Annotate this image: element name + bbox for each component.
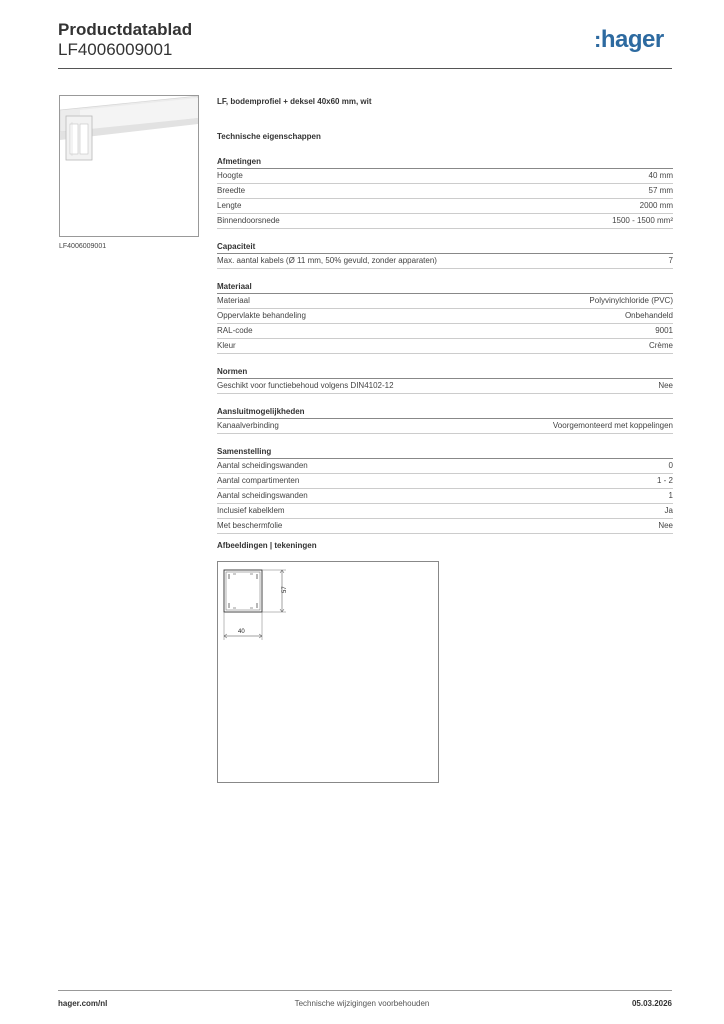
spec-row	[217, 489, 673, 504]
spec-row	[217, 519, 673, 534]
section-title: Aansluitmogelijkheden	[217, 406, 673, 419]
spec-row	[217, 339, 673, 354]
drawings-heading: Afbeeldingen | tekeningen	[217, 541, 317, 550]
header-divider	[58, 68, 672, 69]
section-title: Samenstelling	[217, 446, 673, 459]
spec-row	[217, 254, 673, 269]
spec-value: 0	[668, 461, 673, 470]
footer-divider	[58, 990, 672, 991]
logo-colon: :	[594, 27, 601, 52]
spec-row	[217, 214, 673, 229]
spec-value: Voorgemonteerd met koppelingen	[552, 421, 673, 430]
footer-notice: Technische wijzigingen voorbehouden	[294, 999, 430, 1008]
spec-row	[217, 309, 673, 324]
spec-row	[217, 184, 673, 199]
logo-text: hager	[600, 26, 664, 53]
spec-label: Max. aantal kabels (Ø 11 mm, 50% gevuld, zonder apparaten)	[217, 256, 437, 265]
spec-section	[217, 366, 673, 394]
spec-label: Aantal scheidingswanden	[217, 461, 308, 470]
spec-section	[217, 156, 673, 229]
document-title: Productdatablad	[58, 20, 193, 39]
spec-label: Materiaal	[217, 296, 250, 305]
spec-value: 1 - 2	[656, 476, 673, 485]
spec-row	[217, 294, 673, 309]
technical-drawing	[217, 561, 439, 783]
document-header	[58, 20, 192, 60]
spec-value: Crème	[648, 341, 673, 350]
spec-row	[217, 324, 673, 339]
spec-row	[217, 379, 673, 394]
spec-section	[217, 406, 673, 434]
spec-row	[217, 474, 673, 489]
spec-label: Hoogte	[217, 171, 243, 180]
spec-label: Met beschermfolie	[217, 521, 283, 530]
spec-value: Onbehandeld	[624, 311, 673, 320]
dim-height-label: 57	[282, 586, 288, 593]
spec-value: 9001	[655, 326, 673, 335]
spec-value: Ja	[664, 506, 673, 515]
spec-row	[217, 459, 673, 474]
dim-width-label: 40	[238, 629, 245, 635]
spec-label: Geschikt voor functiebehoud volgens DIN4102-12	[217, 381, 394, 390]
spec-label: Kleur	[217, 341, 236, 350]
section-title: Materiaal	[217, 281, 673, 294]
spec-value: 1	[668, 491, 673, 500]
spec-value: Nee	[658, 381, 673, 390]
spec-section	[217, 241, 673, 269]
footer-date: 05.03.2026	[631, 999, 672, 1008]
product-photo	[59, 95, 199, 237]
spec-label: Binnendoorsnede	[217, 216, 280, 225]
spec-label: Breedte	[217, 186, 246, 195]
footer-website[interactable]: hager.com/nl	[58, 999, 108, 1008]
spec-value: Polyvinylchloride (PVC)	[589, 296, 673, 305]
spec-value: 1500 - 1500 mm²	[612, 216, 673, 225]
spec-label: Inclusief kabelklem	[217, 506, 285, 515]
photo-caption: LF4006009001	[59, 243, 107, 250]
technical-properties-heading: Technische eigenschappen	[217, 132, 321, 141]
spec-value: 7	[668, 256, 673, 265]
cross-section-drawing	[218, 562, 438, 782]
spec-label: RAL-code	[217, 326, 253, 335]
cable-duct-image	[60, 96, 198, 236]
spec-label: Aantal scheidingswanden	[217, 491, 308, 500]
spec-row	[217, 504, 673, 519]
hager-logo	[594, 26, 664, 54]
section-title: Capaciteit	[217, 241, 673, 254]
spec-value: 2000 mm	[639, 201, 673, 210]
spec-section	[217, 446, 673, 534]
spec-section	[217, 281, 673, 354]
spec-label: Oppervlakte behandeling	[217, 311, 306, 320]
spec-label: Aantal compartimenten	[217, 476, 300, 485]
spec-label: Lengte	[217, 201, 242, 210]
spec-value: 40 mm	[648, 171, 673, 180]
spec-label: Kanaalverbinding	[217, 421, 279, 430]
product-name: LF, bodemprofiel + deksel 40x60 mm, wit	[217, 97, 372, 106]
spec-row	[217, 199, 673, 214]
spec-value: 57 mm	[648, 186, 673, 195]
spec-value: Nee	[658, 521, 673, 530]
spec-row	[217, 169, 673, 184]
product-code: LF4006009001	[58, 40, 173, 59]
section-title: Afmetingen	[217, 156, 673, 169]
spec-row	[217, 419, 673, 434]
section-title: Normen	[217, 366, 673, 379]
spec-content	[217, 95, 673, 534]
spec-sections	[217, 156, 673, 534]
